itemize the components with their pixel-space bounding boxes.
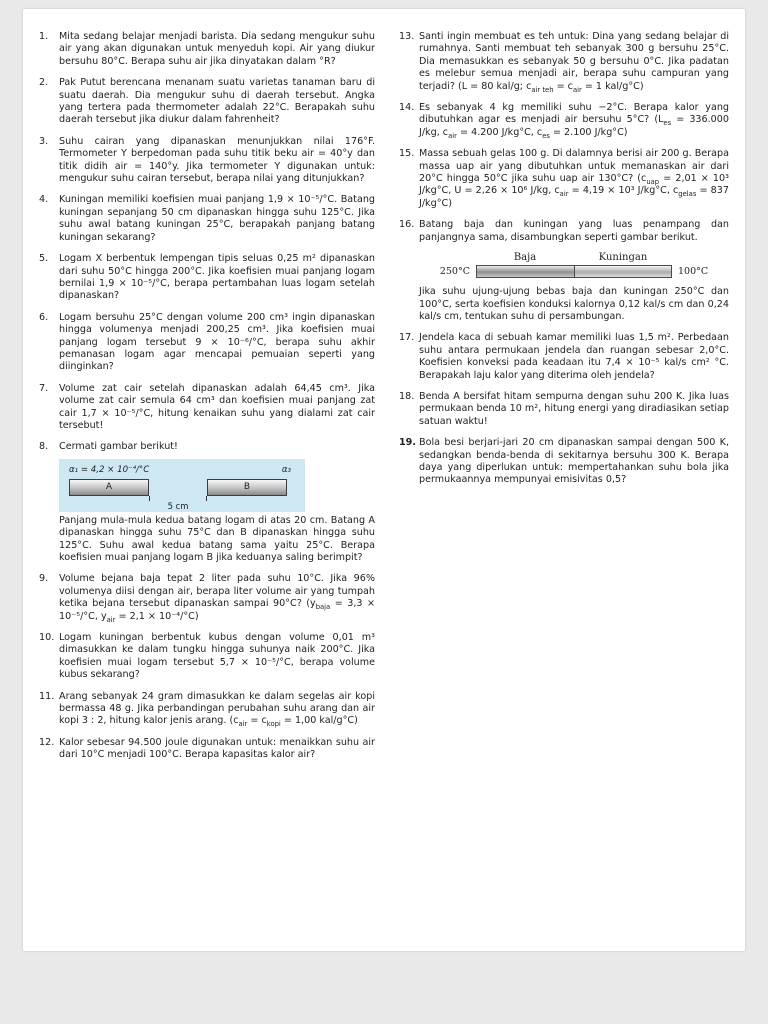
kuningan-label: Kuningan [598,252,648,264]
question-number: 12. [39,736,55,748]
thermal-expansion-figure [59,459,305,512]
question-item [399,148,729,210]
question-item [39,737,375,762]
rod-kuningan-segment [575,266,672,277]
bar-b: B [207,479,287,496]
question-text: Volume bejana baja tepat 2 liter pada suhu 10°C. Jika 96% volumenya diisi dengan air, berapa liter volume air yang tumpah ketika bejana tersebut dipanaskan sampai 90°C? ($y_{baja} = 3,3 \times 10^{-5}/^\circ C$, $y_{air} = 2,1 \times 10^{-4}/^\circ C$) [59,573,375,624]
question-number: 1. [39,31,49,42]
question-text: Pak Putut berencana menanam suatu varietas tanaman baru di suatu daerah. Dia mengukur suhu di daerah tersebut. Angka yang tertera pada thermometer adalah 22°C. Berapakah suhu daerah tersebut jika diukur dalam fahrenheit? [59,77,375,126]
question-body [59,691,375,728]
question-number: 15. [399,148,415,160]
question-text: Kuningan memiliki koefisien muai panjang 1,9 × 10⁻⁵/°C. Batang kuningan sepanjang 50 cm dipanaskan hingga suhu 125°C. Jika suhu awal batang kuningan 25°C, berapakah panjang batang kuningan sekarang? [59,194,375,243]
question-body [419,332,729,382]
question-text: Jendela kaca di sebuah kamar memiliki luas 1,5 m². Perbedaan suhu antara permukaan jendela dan ruangan sebesar 2,0°C. Koefisien konveksi pada keadaan itu 7,4 × 10⁻⁵ kal/s cm² °C. Berapakah laju kalor yang diterima oleh jendela? [419,332,729,381]
rod-baja-segment [477,266,575,277]
left-temp-label: 250°C [439,266,470,278]
question-item [399,219,729,323]
question-body [59,632,375,682]
question-text: Suhu cairan yang dipanaskan menunjukkan nilai 176°F. Termometer Y berpedoman pada suhu titik beku air = 40°y dan titik didih air = 140°y. Jika termometer Y digunakan untuk: mengukur suhu cairan tersebut, berapa nilai yang ditunjukkan? [59,135,375,185]
material-labels [476,252,672,263]
question-body [59,383,375,433]
question-number: 19. [399,437,416,449]
question-number: 9. [39,573,49,585]
question-item [399,391,729,428]
question-text: Cermati gambar berikut! [59,441,178,453]
question-text: Jika suhu ujung-ujung bebas baja dan kuningan 250°C dan 100°C, serta koefisien konduksi kalornya 0,12 kal/s cm dan 0,24 kal/s cm, tentukan suhu di persambungan. [419,286,729,322]
question-text: Logam kuningan berbentuk kubus dengan volume 0,01 m³ dimasukkan ke dalam tungku hingga suhunya naik 200°C. Jika koefisien muai logam tersebut 5,7 × 10⁻⁵/°C, berapa volume kubus sekarang? [59,632,375,681]
question-item [39,632,375,682]
question-number: 4. [39,194,49,206]
question-text: Bola besi berjari-jari 20 cm dipanaskan sampai dengan 500 K, sedangkan benda-benda di sekitarnya bersuhu 300 K. Berapa daya yang diperlukan untuk: mempertahankan suhu bola jika permukaannya mempunyai emisivitas 0,5? [419,437,729,486]
question-item [39,383,375,433]
question-text: Batang baja dan kuningan yang luas penampang dan panjangnya sama, disambungkan seperti gambar berikut. [419,219,729,243]
expansion-figure-labels [69,465,295,475]
question-text: Santi ingin membuat es teh untuk: Dina yang sedang belajar di rumahnya. Santi membuat teh sebanyak 300 g bersuhu 25°C. Dia memasukkan es sebanyak 50 g bersuhu 0°C. Jika padatan es melebur semua menjadi air, berapa suhu campuran yang terjadi? (L = 80 kal/g; $c_{air teh} = c_{air} = 1$ kal/g°C) [419,31,729,94]
question-item [39,253,375,303]
question-number: 10. [39,632,55,644]
document-page [23,9,745,951]
question-text: Benda A bersifat hitam sempurna dengan suhu 200 K. Jika luas permukaan benda 10 m², hitung energi yang diradiasikan setiap satuan waktu! [419,390,729,427]
question-body [59,136,375,186]
question-body [419,148,729,210]
alpha1-label: α₁ = 4,2 × 10⁻⁴/°C [69,464,150,475]
question-body [419,391,729,428]
question-item [39,194,375,244]
question-number: 8. [39,441,49,453]
question-body [59,194,375,244]
question-body [59,573,375,623]
conduction-rod [476,265,672,278]
question-text: Massa sebuah gelas 100 g. Di dalamnya berisi air 200 g. Berapa massa uap air yang dibutuhkan untuk memanaskan air dari 20°C hingga 50°C jika suhu uap air 130°C? ($c_{uap} = 2,01 \times 10^3$ J/kg°C, U = 2,26 × 10⁶ J/kg, $c_{air} = 4,19 \times 10^3$ J/kg°C, $c_{gelas} = 837$ J/kg°C) [419,148,729,209]
question-number: 3. [39,135,49,147]
expansion-bars [69,479,295,496]
question-item [39,441,375,564]
question-body [59,312,375,374]
question-number: 11. [39,690,55,702]
left-column [39,31,375,951]
question-text: Logam X berbentuk lempengan tipis seluas 0,25 m² dipanaskan dari suhu 50°C hingga 200°C. Jika koefisien muai panjang logam bernilai 1,9 × 10⁻⁵/°C, berapa pertambahan luas logam setelah dipanaskan? [59,253,375,302]
question-body [59,253,375,303]
question-body [419,437,729,487]
question-item [39,573,375,623]
question-text: Es sebanyak 4 kg memiliki suhu −2°C. Berapa kalor yang dibutuhkan agar es menjadi air bersuhu 5°C? ($L_{es} = 336.000$ J/kg, $c_{air} = 4.200$ J/kg°C, $c_{es} = 2.100$ J/kg°C) [419,102,729,140]
question-number: 18. [399,390,415,402]
question-body [59,31,375,68]
question-item [39,77,375,127]
question-item [39,136,375,186]
question-item [399,31,729,93]
question-number: 6. [39,311,49,323]
question-number: 16. [399,219,415,231]
bar-gap [149,479,207,496]
question-number: 5. [39,253,49,265]
question-text: Volume zat cair setelah dipanaskan adalah 64,45 cm³. Jika volume zat cair semula 64 cm³ dan koefisien muai panjang zat cair 1,7 × 10⁻⁵/°C, hitung kenaikan suhu yang dialami zat cair tersebut! [59,382,375,431]
conduction-figure [419,252,729,278]
question-number: 7. [39,382,49,394]
question-number: 14. [399,102,415,114]
question-text: Logam bersuhu 25°C dengan volume 200 cm³ ingin dipanaskan hingga volumenya menjadi 200,25 cm³. Jika koefisien muai panjang logam tersebut 9 × 10⁻⁶/°C, berapa suhu akhir pemanasan logam agar mencapai pemuaian seperti yang diinginkan? [59,311,375,373]
question-text: Panjang mula-mula kedua batang logam di atas 20 cm. Batang A dipanaskan hingga suhu 75°C dan B dipanaskan hingga suhu 125°C. Suhu awal kedua batang sama yaitu 25°C. Berapa koefisien muai panjang logam B jika keduanya saling berimpit? [59,514,375,563]
bar-a: A [69,479,149,496]
question-item [39,312,375,374]
alpha3-label: α₃ [281,464,291,475]
question-item [399,102,729,139]
question-body [419,219,729,323]
question-text: Arang sebanyak 24 gram dimasukkan ke dalam segelas air kopi bermassa 48 g. Jika perbandingan perubahan suhu arang dan air kopi 3 : 2, hitung kalor jenis arang. ($c_{air} = c_{kopi} = 1,00$ kal/g°C) [59,690,375,729]
question-body [59,737,375,762]
question-item [39,691,375,728]
baja-label: Baja [513,252,537,264]
question-text: Mita sedang belajar menjadi barista. Dia sedang mengukur suhu air yang akan digunakan untuk menyeduh kopi. Air yang diukur bersuhu 80°C. Berapa suhu air jika dinyatakan dalam °R? [59,31,375,67]
question-body [419,31,729,93]
right-temp-label: 100°C [678,266,709,278]
gap-dimension-label: 5 cm [167,500,189,511]
question-item [399,332,729,382]
question-item [39,31,375,68]
question-body [59,77,375,127]
question-number: 13. [399,31,415,42]
right-column [399,31,729,951]
question-number: 2. [39,77,49,89]
question-text: Kalor sebesar 94.500 joule digunakan untuk: menaikkan suhu air dari 10°C menjadi 100°C. Berapa kapasitas kalor air? [59,736,375,761]
question-item [399,437,729,487]
question-number: 17. [399,332,415,344]
question-body [59,441,375,564]
question-body [419,102,729,139]
